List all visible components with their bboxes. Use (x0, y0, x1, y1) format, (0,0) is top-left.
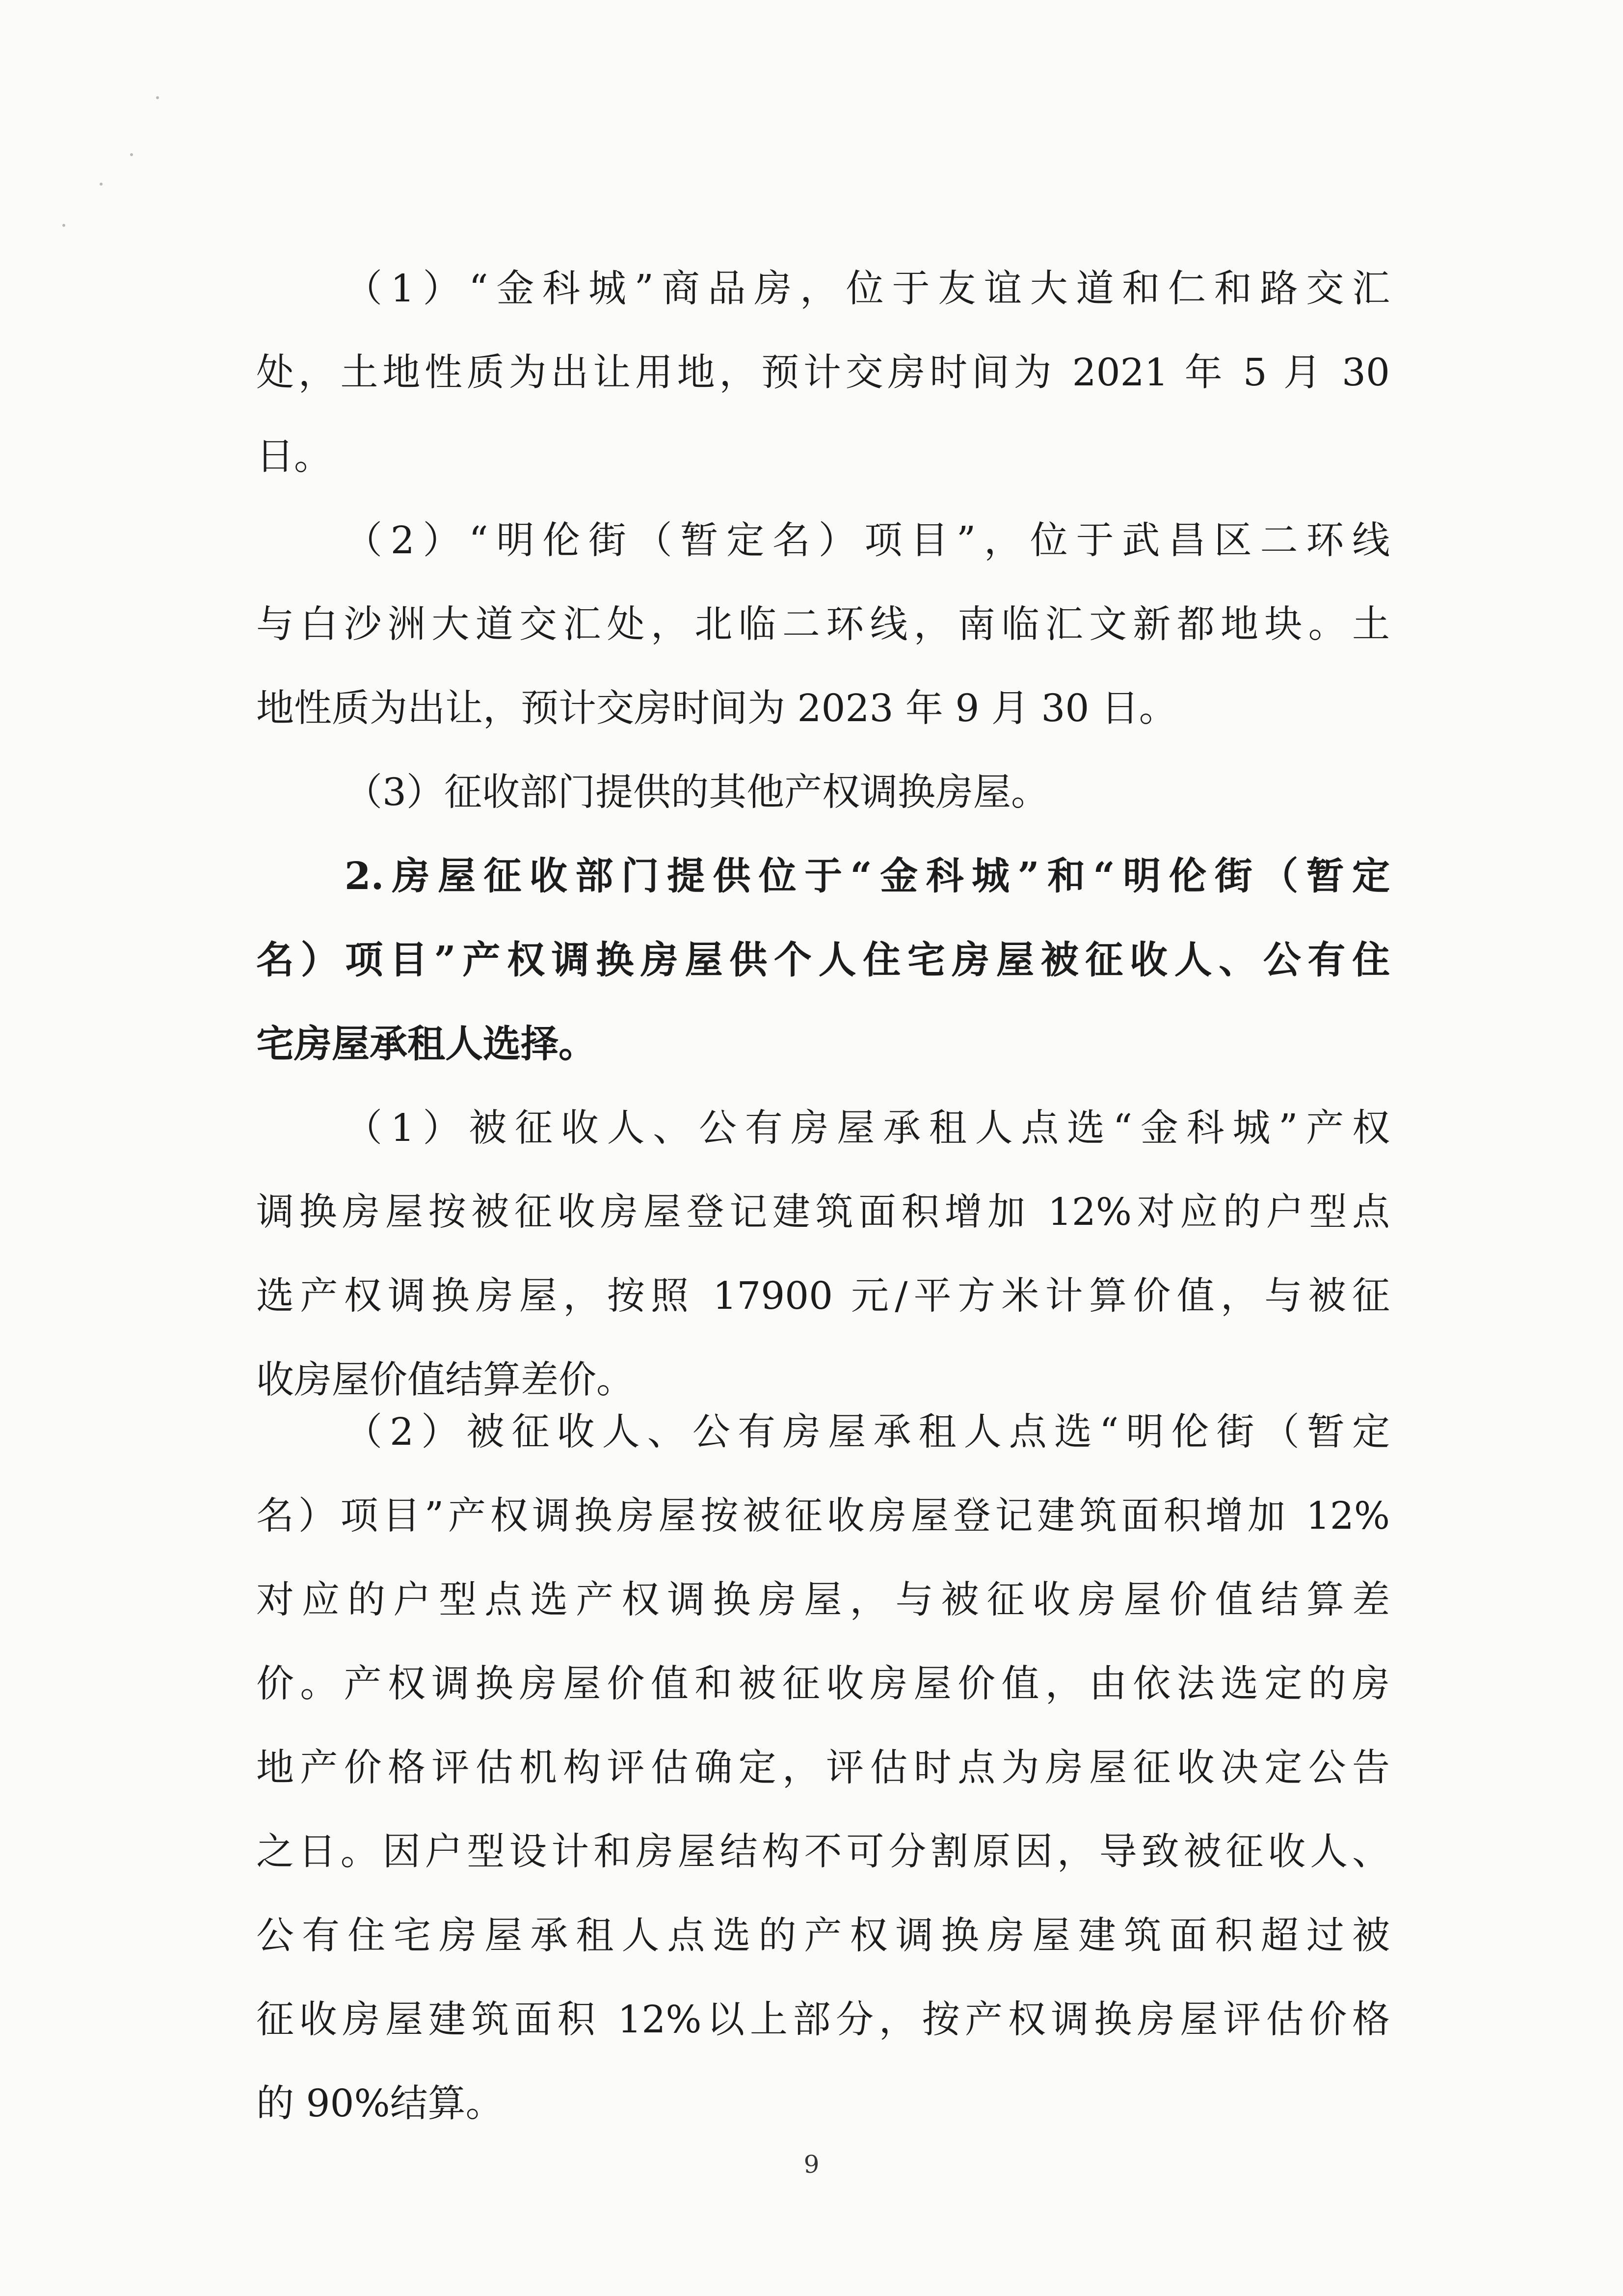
paragraph-2 (256, 499, 1390, 751)
paragraph-5 (256, 1086, 1390, 1422)
text-line: 对应的户型点选产权调换房屋，与被征收房屋价值结算差 (256, 1578, 1390, 1622)
page-number: 9 (803, 2150, 820, 2179)
paragraph-4-heading (256, 835, 1390, 1086)
text-line: （3）征收部门提供的其他产权调换房屋。 (345, 771, 1049, 814)
text-line: 调换房屋按被征收房屋登记建筑面积增加 12%对应的户型点 (256, 1190, 1390, 1234)
text-line: 征收房屋建筑面积 12%以上部分，按产权调换房屋评估价格 (256, 1998, 1390, 2042)
text-line: 2.房屋征收部门提供位于“金科城”和“明伦街（暂定 (345, 854, 1390, 898)
text-line: 公有住宅房屋承租人点选的产权调换房屋建筑面积超过被 (256, 1914, 1390, 1958)
text-line: （1）“金科城”商品房，位于友谊大道和仁和路交汇 (345, 267, 1390, 311)
text-line: 名）项目”产权调换房屋供个人住宅房屋被征收人、公有住 (256, 938, 1390, 982)
text-line: 宅房屋承租人选择。 (256, 1022, 596, 1066)
text-line: 之日。因户型设计和房屋结构不可分割原因，导致被征收人、 (256, 1830, 1390, 1874)
text-line: 地产价格评估机构评估确定，评估时点为房屋征收决定公告 (256, 1746, 1390, 1790)
text-line: （1）被征收人、公有房屋承租人点选“金科城”产权 (345, 1107, 1390, 1150)
text-line: 价。产权调换房屋价值和被征收房屋价值，由依法选定的房 (256, 1662, 1390, 1706)
text-line: （2）“明伦街（暂定名）项目”，位于武昌区二环线 (345, 519, 1390, 563)
scan-speck (130, 153, 133, 156)
text-line: 日。 (256, 435, 332, 479)
text-line: （2）被征收人、公有房屋承租人点选“明伦街（暂定 (345, 1410, 1390, 1454)
text-line: 收房屋价值结算差价。 (256, 1358, 634, 1402)
text-line: 地性质为出让，预计交房时间为 2023 年 9 月 30 日。 (256, 687, 1177, 730)
text-line: 处，土地性质为出让用地，预计交房时间为 2021 年 5 月 30 (256, 351, 1390, 395)
paragraph-6 (256, 1390, 1390, 2146)
paragraph-1 (256, 247, 1390, 499)
scan-speck (62, 224, 65, 227)
text-line: 名）项目”产权调换房屋按被征收房屋登记建筑面积增加 12% (256, 1494, 1390, 1538)
text-line: 与白沙洲大道交汇处，北临二环线，南临汇文新都地块。土 (256, 603, 1390, 647)
text-line: 的 90%结算。 (256, 2082, 504, 2126)
text-line: 选产权调换房屋，按照 17900 元/平方米计算价值，与被征 (256, 1274, 1390, 1318)
scan-speck (100, 183, 103, 186)
scan-speck (156, 96, 159, 99)
paragraph-3 (256, 751, 1390, 835)
